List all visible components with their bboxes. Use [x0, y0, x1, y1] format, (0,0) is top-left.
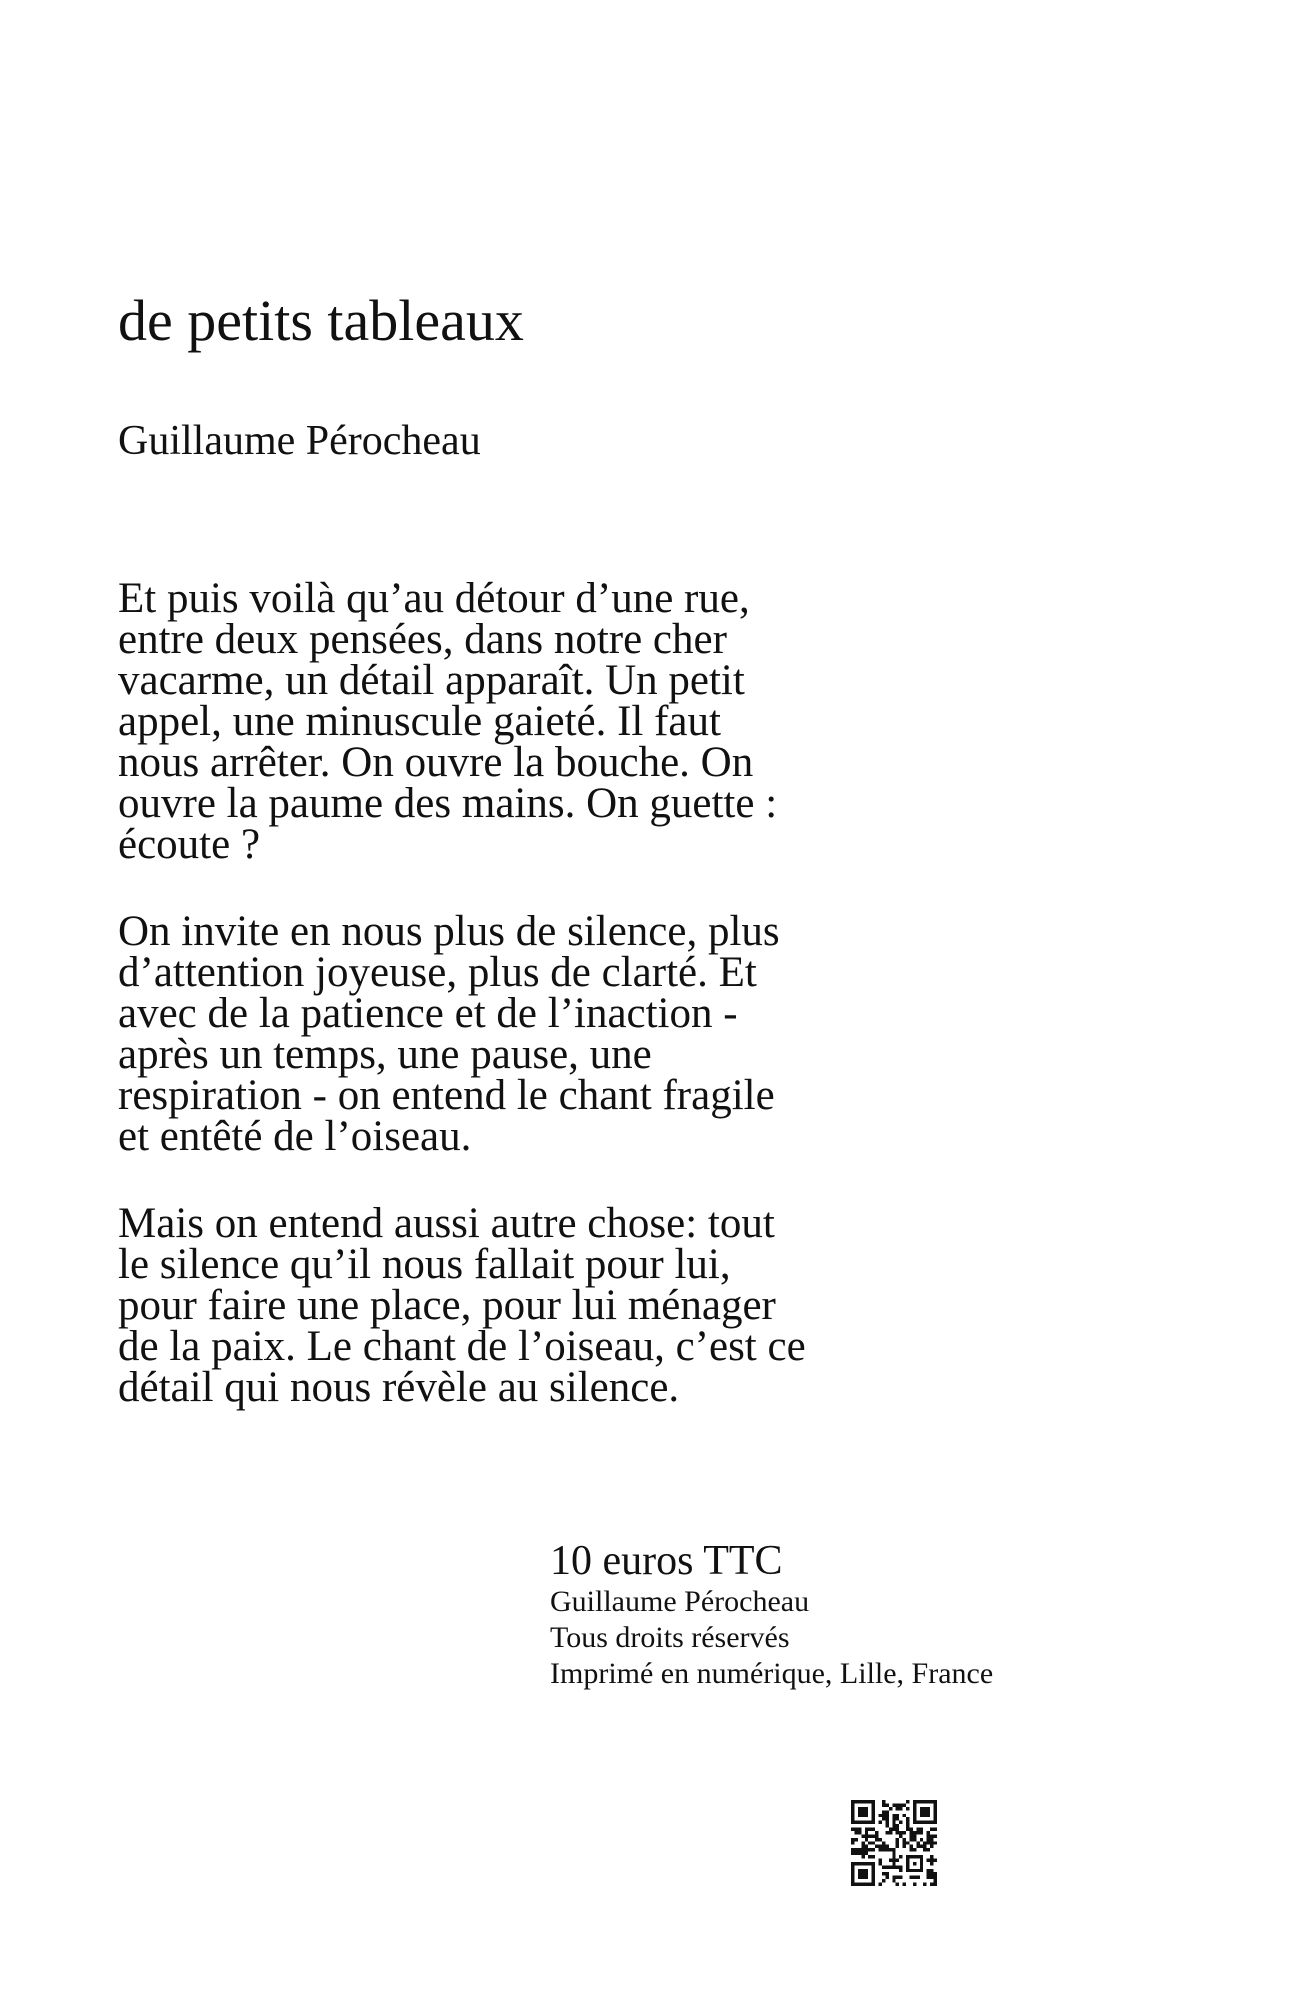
text-line: ouvre la paume des mains. On guette : — [118, 780, 778, 827]
text-line: le silence qu’il nous fallait pour lui, — [118, 1241, 731, 1288]
text-line: On invite en nous plus de silence, plus — [118, 908, 780, 955]
text-line: Mais on entend aussi autre chose: tout — [118, 1200, 775, 1247]
text-line: respiration - on entend le chant fragile — [118, 1072, 775, 1119]
price-label: 10 euros TTC — [550, 1538, 783, 1584]
text-line: après un temps, une pause, une — [118, 1031, 652, 1078]
text-line: écoute ? — [118, 821, 261, 868]
text-line: avec de la patience et de l’inaction - — [118, 990, 738, 1037]
book-title: de petits tableaux — [118, 288, 524, 353]
text-line: nous arrêter. On ouvre la bouche. On — [118, 739, 754, 786]
blurb-paragraph-1 — [118, 575, 998, 868]
text-line: d’attention joyeuse, plus de clarté. Et — [118, 949, 757, 996]
colophon-author: Guillaume Pérocheau — [550, 1585, 810, 1618]
text-line: vacarme, un détail apparaît. Un petit — [118, 657, 745, 704]
text-line: entre deux pensées, dans notre cher — [118, 616, 727, 663]
text-line: pour faire une place, pour lui ménager — [118, 1282, 776, 1329]
colophon — [550, 1538, 993, 1692]
blurb-paragraph-3 — [118, 1200, 998, 1411]
rights-notice: Tous droits réservés — [550, 1621, 790, 1654]
blurb-text — [118, 575, 998, 1411]
text-line: détail qui nous révèle au silence. — [118, 1364, 680, 1411]
book-author: Guillaume Pérocheau — [118, 418, 481, 464]
text-line: de la paix. Le chant de l’oiseau, c’est ce — [118, 1323, 806, 1370]
qr-code-icon — [851, 1800, 937, 1886]
printing-info: Imprimé en numérique, Lille, France — [550, 1657, 994, 1690]
text-line: et entêté de l’oiseau. — [118, 1113, 472, 1160]
text-line: appel, une minuscule gaieté. Il faut — [118, 698, 721, 745]
text-line: Et puis voilà qu’au détour d’une rue, — [118, 575, 750, 622]
blurb-paragraph-2 — [118, 908, 998, 1160]
